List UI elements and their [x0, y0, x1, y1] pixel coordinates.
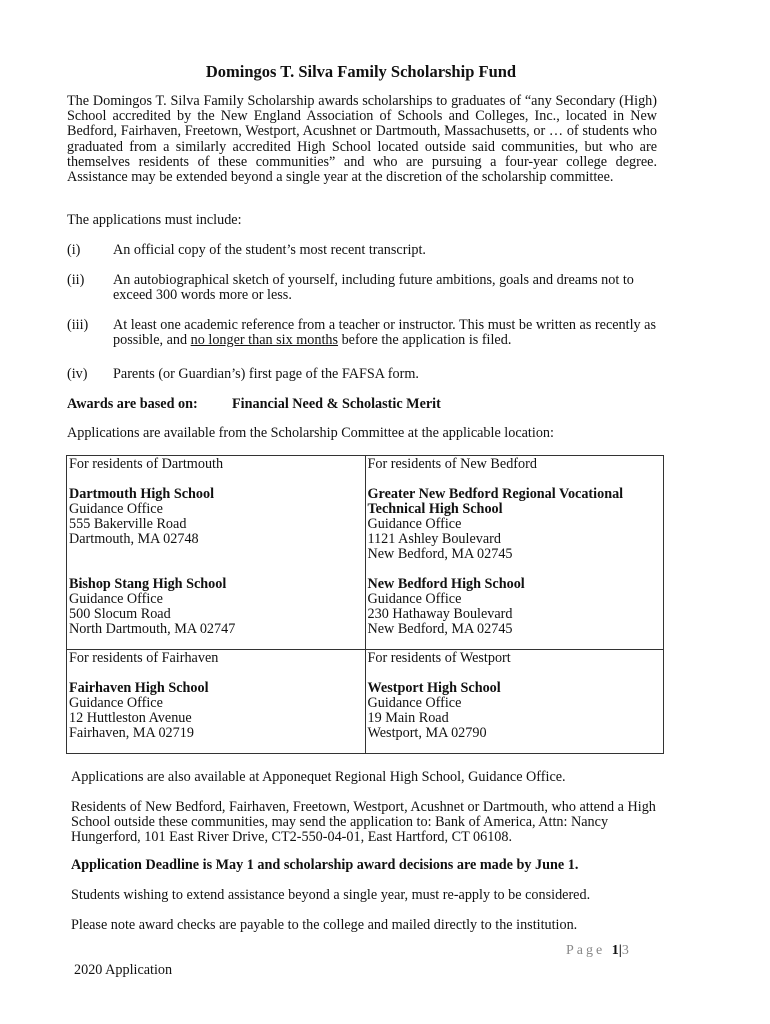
cell-header: For residents of Westport — [367, 650, 511, 666]
dartmouth-cell — [67, 456, 366, 650]
school-name: Greater New Bedford Regional Vocational Technical High School — [367, 486, 624, 517]
westport-cell — [365, 650, 664, 754]
requirement-text: An autobiographical sketch of yourself, including future ambitions, goals and dreams not to exceed 300 words more or less. — [113, 272, 634, 304]
requirement-number: (ii) — [67, 272, 85, 288]
school-block — [368, 577, 662, 637]
cell-header: For residents of New Bedford — [367, 456, 537, 472]
school-street: 230 Hathaway Boulevard — [367, 606, 513, 622]
footer-text: 2020 Application — [74, 962, 173, 978]
school-office: Guidance Office — [69, 501, 163, 517]
requirement-number: (i) — [67, 242, 81, 258]
school-city: New Bedford, MA 02745 — [367, 546, 513, 562]
fairhaven-cell — [67, 650, 366, 754]
requirement-text — [113, 318, 673, 348]
availability-text: Applications are available from the Scholarship Committee at the applicable location: — [67, 425, 554, 441]
requirement-text: An official copy of the student’s most recent transcript. — [113, 242, 426, 258]
school-street: 12 Huttleston Avenue — [69, 710, 192, 726]
locations-table — [66, 455, 664, 754]
school-street: 19 Main Road — [367, 710, 449, 726]
school-block — [69, 681, 363, 741]
school-city: Fairhaven, MA 02719 — [69, 725, 194, 741]
school-name: Westport High School — [367, 680, 501, 696]
school-block — [69, 577, 363, 637]
school-city: New Bedford, MA 02745 — [367, 621, 513, 637]
page-number — [566, 943, 632, 959]
school-office: Guidance Office — [69, 591, 163, 607]
cell-header: For residents of Dartmouth — [69, 456, 224, 472]
school-office: Guidance Office — [367, 695, 462, 711]
requirement-text-end: before the application is filed. — [338, 332, 512, 349]
school-block — [69, 487, 363, 547]
reapply-note: Students wishing to extend assistance beyond a single year, must re-apply to be considered. — [71, 887, 591, 903]
school-street: 1121 Ashley Boulevard — [367, 531, 501, 547]
school-street: 500 Slocum Road — [69, 606, 171, 622]
school-name: Dartmouth High School — [69, 486, 215, 502]
checks-note: Please note award checks are payable to the college and mailed directly to the institution. — [71, 917, 578, 933]
school-name: New Bedford High School — [367, 576, 525, 592]
page-label: Page — [566, 943, 606, 958]
school-block — [368, 681, 662, 741]
also-available-note: Applications are also available at Apponequet Regional High School, Guidance Office. — [71, 769, 566, 785]
requirement-number: (iii) — [67, 317, 89, 333]
school-street: 555 Bakerville Road — [69, 516, 187, 532]
page-total: 3 — [621, 943, 632, 958]
requirement-text: Parents (or Guardian’s) first page of the FAFSA form. — [113, 366, 419, 382]
cell-header: For residents of Fairhaven — [69, 650, 219, 666]
school-city: Westport, MA 02790 — [367, 725, 487, 741]
school-office: Guidance Office — [69, 695, 163, 711]
outside-residents-note: Residents of New Bedford, Fairhaven, Freetown, Westport, Acushnet or Dartmouth, who attend a High School outside these communities, may send the application to: Bank of America, Attn: Nancy Hungerford, 101 East River Drive, CT2-550-04-01, East Hartford, CT 06108. — [71, 799, 656, 846]
requirement-text-start: At least one academic reference from a teacher or instructor. This must be written as recently as possible, and — [113, 317, 656, 349]
underlined-time-limit: no longer than six months — [190, 332, 339, 349]
school-office: Guidance Office — [367, 591, 462, 607]
school-block — [368, 487, 662, 562]
school-city: North Dartmouth, MA 02747 — [69, 621, 236, 637]
awards-label: Awards are based on: — [67, 396, 198, 412]
requirement-number: (iv) — [67, 366, 88, 382]
intro-paragraph: The Domingos T. Silva Family Scholarship awards scholarships to graduates of “any Secondary (High) School accredited by the New England Association of Schools and Colleges, Inc., located in New Bedford, Fairhaven, Freetown, Westport, Acushnet or Dartmouth, Massachusetts, or … of students who graduated from a similarly accredited High School located outside said communities, but who are themselves residents of these communities” and who are pursuing a four-year college degree. Assistance may be extended beyond a single year at the discretion of the scholarship committee. — [67, 93, 657, 186]
school-name: Fairhaven High School — [69, 680, 209, 696]
deadline-note: Application Deadline is May 1 and scholarship award decisions are made by June 1. — [71, 857, 579, 873]
page-separator: | — [618, 943, 622, 958]
school-city: Dartmouth, MA 02748 — [69, 531, 199, 547]
applications-intro: The applications must include: — [67, 212, 242, 228]
awards-line — [67, 396, 441, 413]
page-current: 1 — [611, 943, 619, 958]
document-title: Domingos T. Silva Family Scholarship Fund — [205, 62, 517, 81]
awards-value: Financial Need & Scholastic Merit — [232, 396, 441, 412]
school-name: Bishop Stang High School — [69, 576, 227, 592]
school-office: Guidance Office — [367, 516, 462, 532]
new-bedford-cell — [365, 456, 664, 650]
